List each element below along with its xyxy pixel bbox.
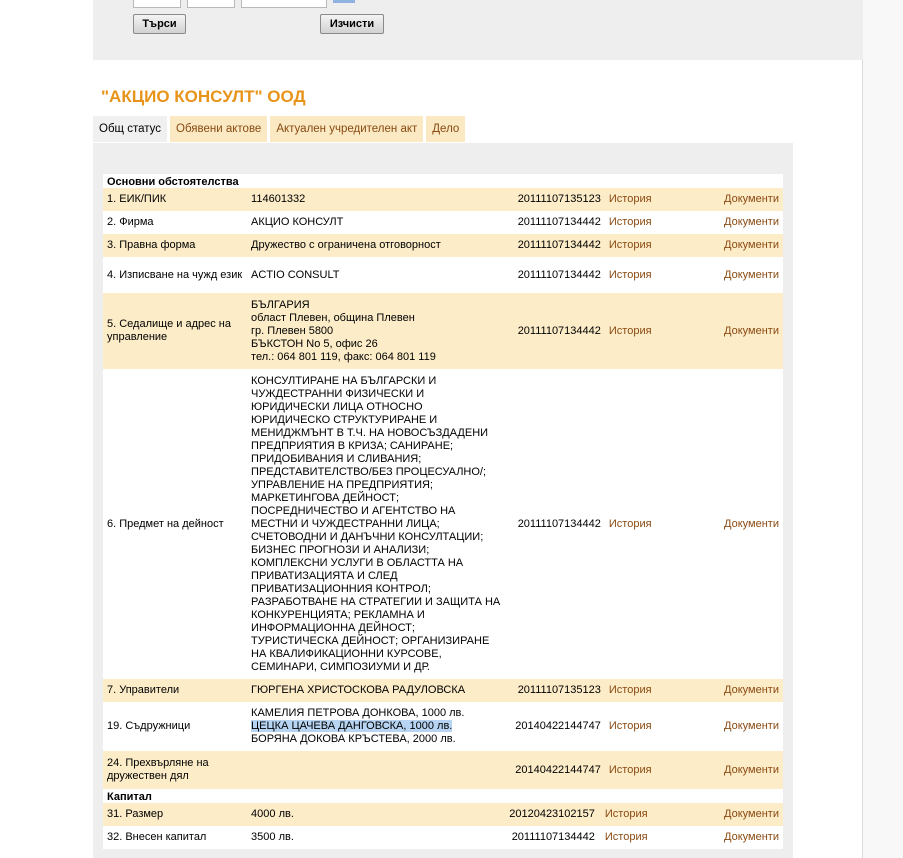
highlighted-line bbox=[251, 720, 501, 733]
history-cell bbox=[605, 293, 685, 369]
row-value-line: Дружество с ограничена отговорност bbox=[251, 239, 441, 251]
search-input-3[interactable] bbox=[241, 0, 327, 8]
history-link[interactable]: История bbox=[608, 324, 652, 337]
search-button[interactable]: Търси bbox=[133, 14, 186, 34]
row-value bbox=[247, 257, 505, 293]
row-value-line: ИНФОРМАЦИОННА ДЕЙНОСТ; bbox=[251, 621, 415, 634]
table-row bbox=[103, 369, 783, 679]
row-value-line: ЧУЖДЕСТРАННИ ФИЗИЧЕСКИ И bbox=[251, 387, 425, 400]
documents-link[interactable]: Документи bbox=[724, 268, 779, 281]
row-value-line: КОНКУРЕНЦИЯТА; РЕКЛАМНА И bbox=[251, 608, 425, 621]
history-cell bbox=[605, 751, 685, 789]
company-title: "АКЦИО КОНСУЛТ" ООД bbox=[101, 87, 306, 106]
documents-cell bbox=[684, 679, 783, 702]
row-value-line: 114601332 bbox=[251, 193, 306, 205]
history-cell bbox=[605, 188, 685, 211]
row-label: 31. Размер bbox=[103, 803, 247, 826]
search-date-inputs bbox=[133, 0, 333, 8]
row-value-line: КОНСУЛТИРАНЕ НА БЪЛГАРСКИ И bbox=[251, 374, 437, 387]
documents-link[interactable]: Документи bbox=[724, 517, 779, 530]
documents-cell bbox=[684, 211, 783, 234]
documents-link[interactable]: Документи bbox=[724, 684, 779, 696]
row-label: 24. Прехвърляне на дружествен дял bbox=[103, 751, 247, 789]
row-label: 5. Седалище и адрес на управление bbox=[103, 293, 247, 369]
row-value-line: МЕСТНИ И ЧУЖДЕСТРАННИ ЛИЦА; bbox=[251, 517, 440, 530]
history-link[interactable]: История bbox=[608, 193, 652, 205]
row-date: 20111107135123 bbox=[505, 188, 605, 211]
documents-cell bbox=[684, 826, 783, 849]
row-value-line: КАМЕЛИЯ ПЕТРОВА ДОНКОВА, 1000 лв. bbox=[251, 707, 465, 719]
history-cell bbox=[605, 257, 685, 293]
documents-link[interactable]: Документи bbox=[724, 763, 779, 776]
row-date: 20111107134442 bbox=[505, 369, 605, 679]
section-capital bbox=[103, 789, 783, 803]
history-link[interactable]: История bbox=[608, 216, 652, 228]
row-date: 20120423102157 bbox=[505, 803, 605, 826]
row-value-line: област Плевен, община Плевен bbox=[251, 311, 415, 324]
row-value-line: ACTIO CONSULT bbox=[251, 268, 340, 281]
history-link[interactable]: История bbox=[608, 720, 652, 732]
row-value-line: тел.: 064 801 119, факс: 064 801 119 bbox=[251, 350, 436, 363]
documents-cell bbox=[684, 369, 783, 679]
row-value-line: ЮРИДИЧЕСКО СТРУКТУРИРАНЕ И bbox=[251, 413, 438, 426]
row-value-line: БЪКСТОН No 5, офис 26 bbox=[251, 337, 378, 350]
history-link[interactable]: История bbox=[604, 808, 648, 820]
row-value-line: ТУРИСТИЧЕСКА ДЕЙНОСТ; ОРГАНИЗИРАНЕ bbox=[251, 634, 490, 647]
row-value-line: 3500 лв. bbox=[251, 831, 294, 843]
row-value-line: МАРКЕТИНГОВА ДЕЙНОСТ; bbox=[251, 491, 400, 504]
documents-link[interactable]: Документи bbox=[724, 808, 779, 820]
row-date: 20140422144747 bbox=[505, 751, 605, 789]
tab-general-status[interactable]: Общ статус bbox=[93, 116, 167, 142]
documents-cell bbox=[684, 234, 783, 257]
table-row bbox=[103, 234, 783, 257]
tab-founding-act[interactable]: Актуален учредителен акт bbox=[270, 116, 423, 142]
documents-cell bbox=[684, 293, 783, 369]
row-value-line: ПРИВАТИЗАЦИОННИЯ КОНТРОЛ; bbox=[251, 582, 431, 595]
row-value-line: КОМПЛЕКСНИ УСЛУГИ В ОБЛАСТТА НА bbox=[251, 556, 464, 569]
row-value-line: УПРАВЛЕНИЕ НА ПРЕДПРИЯТИЯ; bbox=[251, 478, 433, 491]
row-label: 32. Внесен капитал bbox=[103, 826, 247, 849]
row-value-line: ЮРИДИЧЕСКИ ЛИЦА ОТНОСНО bbox=[251, 400, 423, 413]
row-value-line: ГЮРГЕНА ХРИСТОСКОВА РАДУЛОВСКА bbox=[251, 684, 466, 696]
row-date: 20111107134442 bbox=[505, 257, 605, 293]
right-gutter bbox=[862, 0, 903, 858]
row-value-line: БИЗНЕС ПРОГНОЗИ И АНАЛИЗИ; bbox=[251, 543, 430, 556]
search-input-1[interactable] bbox=[133, 0, 181, 8]
search-input-2[interactable] bbox=[187, 0, 235, 8]
documents-cell bbox=[684, 751, 783, 789]
documents-cell bbox=[684, 702, 783, 751]
row-value-line: СЧЕТОВОДНИ И ДАНЪЧНИ КОНСУЛТАЦИИ; bbox=[251, 530, 484, 543]
content-panel bbox=[93, 143, 793, 858]
documents-link[interactable]: Документи bbox=[724, 216, 779, 228]
row-date: 20111107134442 bbox=[505, 211, 605, 234]
row-value-line: МЕНИДЖМЪНТ В Т.Ч. НА НОВОСЪЗДАДЕНИ bbox=[251, 426, 489, 439]
tab-case[interactable]: Дело bbox=[426, 116, 465, 142]
history-link[interactable]: История bbox=[608, 517, 652, 530]
documents-link[interactable]: Документи bbox=[724, 831, 779, 843]
documents-cell bbox=[684, 257, 783, 293]
row-label: 4. Изписване на чужд език bbox=[103, 257, 247, 293]
documents-link[interactable]: Документи bbox=[724, 193, 779, 205]
row-label: 19. Съдружници bbox=[103, 702, 247, 751]
row-value bbox=[247, 751, 505, 789]
row-value-line: гр. Плевен 5800 bbox=[251, 324, 334, 337]
row-value-line: РАЗРАБОТВАНЕ НА СТРАТЕГИИ И ЗАЩИТА НА bbox=[251, 595, 501, 608]
table-row bbox=[103, 751, 783, 789]
row-label: 7. Управители bbox=[103, 679, 247, 702]
table-row bbox=[103, 293, 783, 369]
row-date: 20111107134442 bbox=[505, 234, 605, 257]
documents-link[interactable]: Документи bbox=[724, 239, 779, 251]
row-value bbox=[247, 188, 505, 211]
row-label: 2. Фирма bbox=[103, 211, 247, 234]
history-cell bbox=[605, 234, 685, 257]
history-cell bbox=[605, 679, 685, 702]
row-value bbox=[247, 702, 505, 751]
history-cell bbox=[605, 803, 685, 826]
history-link[interactable]: История bbox=[604, 831, 648, 843]
row-label: 1. ЕИК/ПИК bbox=[103, 188, 247, 211]
row-value-line: 4000 лв. bbox=[251, 808, 294, 820]
section-heading: Основни обстоятелства bbox=[103, 174, 783, 188]
documents-cell bbox=[684, 188, 783, 211]
search-link-fragment[interactable] bbox=[333, 0, 355, 3]
row-value bbox=[247, 234, 505, 257]
tab-announced-acts[interactable]: Обявени актове bbox=[170, 116, 267, 142]
clear-button[interactable]: Изчисти bbox=[320, 14, 384, 34]
row-value bbox=[247, 369, 505, 679]
row-value-line: ПРЕДПРИЯТИЯ В КРИЗА; САНИРАНЕ; bbox=[251, 439, 454, 452]
history-cell bbox=[605, 826, 685, 849]
row-value-line: НА КВАЛИФИКАЦИОННИ КУРСОВЕ, bbox=[251, 647, 442, 660]
row-date: 20111107134442 bbox=[505, 293, 605, 369]
row-value-line: ПРИДОБИВАНИЯ И СЛИВАНИЯ; bbox=[251, 452, 422, 465]
row-value-line: ПОСРЕДНИЧЕСТВО И АГЕНТСТВО НА bbox=[251, 504, 456, 517]
row-label: 3. Правна форма bbox=[103, 234, 247, 257]
row-date: 20111107134442 bbox=[505, 826, 605, 849]
tab-bar bbox=[93, 116, 468, 142]
row-value-line: ПРЕДСТАВИТЕЛСТВО/БЕЗ ПРОЦЕСУАЛНО/; bbox=[251, 465, 487, 478]
table-row bbox=[103, 257, 783, 293]
row-date: 20111107135123 bbox=[505, 679, 605, 702]
row-value bbox=[247, 211, 505, 234]
row-value-line: БЪЛГАРИЯ bbox=[251, 298, 310, 311]
table-row bbox=[103, 679, 783, 702]
table-row bbox=[103, 803, 783, 826]
row-value-line: ЦЕЦКА ЦАЧЕВА ДАНГОВСКА, 1000 лв. bbox=[251, 720, 453, 732]
details-table bbox=[103, 174, 783, 849]
row-value bbox=[247, 679, 505, 702]
row-date: 20140422144747 bbox=[505, 702, 605, 751]
history-link[interactable]: История bbox=[608, 268, 652, 281]
row-value bbox=[247, 826, 505, 849]
documents-cell bbox=[684, 803, 783, 826]
section-heading: Капитал bbox=[103, 789, 783, 803]
history-cell bbox=[605, 702, 685, 751]
history-link[interactable]: История bbox=[608, 684, 652, 696]
documents-link[interactable]: Документи bbox=[724, 720, 779, 732]
history-link[interactable]: История bbox=[608, 763, 652, 776]
row-value bbox=[247, 293, 505, 369]
history-link[interactable]: История bbox=[608, 239, 652, 251]
row-value-line: ПРИВАТИЗАЦИЯТА И СЛЕД bbox=[251, 569, 398, 582]
table-row bbox=[103, 702, 783, 751]
documents-link[interactable]: Документи bbox=[724, 324, 779, 337]
row-value-line: СЕМИНАРИ, СИМПОЗИУМИ И ДР. bbox=[251, 660, 430, 673]
search-panel bbox=[93, 0, 863, 60]
row-value-line: БОРЯНА ДОКОВА КРЪСТЕВА, 2000 лв. bbox=[251, 733, 456, 745]
table-row bbox=[103, 211, 783, 234]
row-value-line: АКЦИО КОНСУЛТ bbox=[251, 216, 344, 228]
table-row bbox=[103, 188, 783, 211]
section-basic bbox=[103, 174, 783, 188]
row-label: 6. Предмет на дейност bbox=[103, 369, 247, 679]
table-row bbox=[103, 826, 783, 849]
history-cell bbox=[605, 211, 685, 234]
row-value bbox=[247, 803, 505, 826]
history-cell bbox=[605, 369, 685, 679]
